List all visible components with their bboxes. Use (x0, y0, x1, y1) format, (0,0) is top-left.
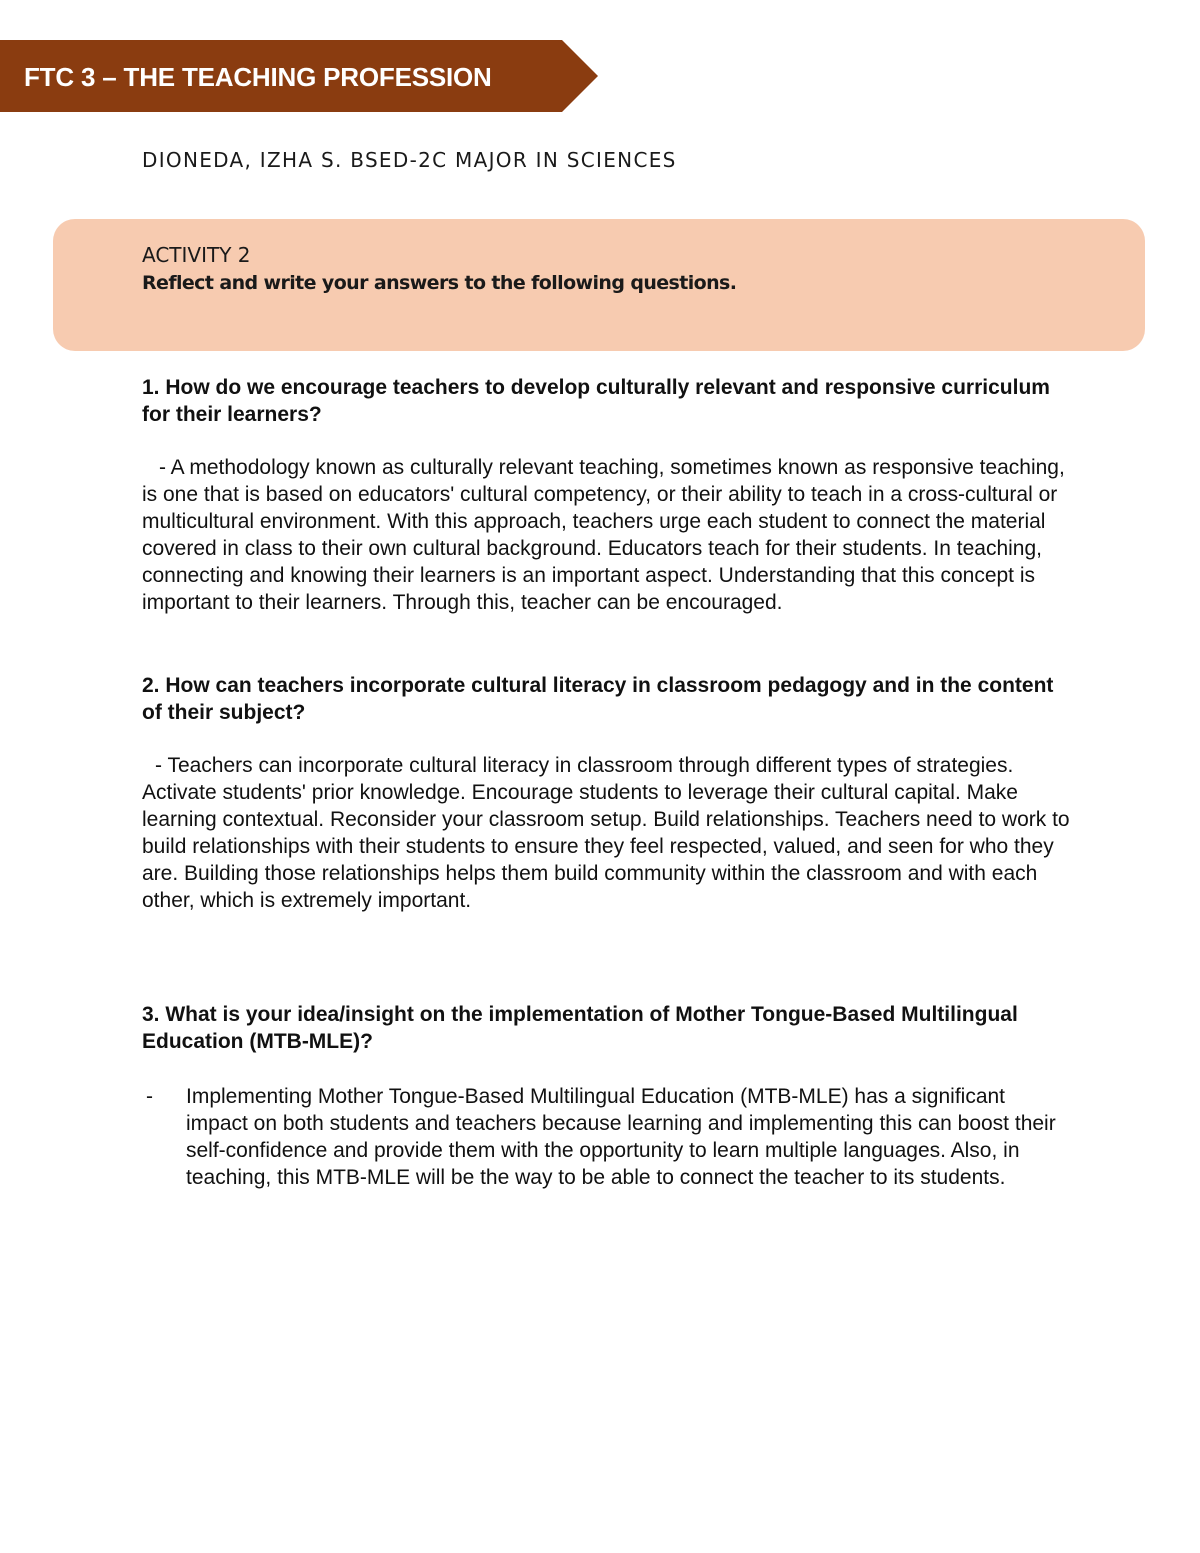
answer-3-list (142, 1083, 1072, 1191)
answer-3-item (146, 1083, 1072, 1191)
question-3: 3. What is your idea/insight on the implementation of Mother Tongue-Based Multilingual Education (MTB-MLE)? (142, 1003, 1018, 1053)
question-2: 2. How can teachers incorporate cultural literacy in classroom pedagogy and in the content of their subject? (142, 674, 1054, 724)
activity-header-box (53, 219, 1145, 351)
answer-2: - Teachers can incorporate cultural literacy in classroom through different types of strategies. Activate students' prior knowledge. Encourage students to leverage their cultural capital. Make learning contextual. Reconsider your classroom setup. Build relationships. Teachers need to work to build relationships with their students to ensure they feel respected, valued, and seen for who they are. Building those relationships helps them build community within the classroom and with each other, which is extremely important. (142, 754, 1070, 912)
answer-3: Implementing Mother Tongue-Based Multilingual Education (MTB-MLE) has a significant impact on both students and teachers because learning and implementing this can boost their self-confidence and provide them with the opportunity to learn multiple languages. Also, in teaching, this MTB-MLE will be the way to be able to connect the teacher to its students. (186, 1085, 1056, 1189)
answer-1: - A methodology known as culturally relevant teaching, sometimes known as responsive teaching, is one that is based on educators' cultural competency, or their ability to teach in a cross-cultural or multicultural environment. With this approach, teachers urge each student to connect the material covered in class to their own cultural background. Educators teach for their students. In teaching, connecting and knowing their learners is an important aspect. Understanding that this concept is important to their learners. Through this, teacher can be encouraged. (142, 456, 1065, 614)
question-1: 1. How do we encourage teachers to develop culturally relevant and responsive curriculum for their learners? (142, 376, 1050, 426)
activity-instruction: Reflect and write your answers to the following questions. (142, 272, 737, 294)
course-title: FTC 3 – THE TEACHING PROFESSION (24, 62, 492, 92)
course-banner (0, 40, 600, 112)
question-block-3 (142, 1001, 1072, 1191)
question-block-1 (142, 374, 1072, 616)
dash-bullet: - (146, 1085, 153, 1108)
activity-title: ACTIVITY 2 (142, 243, 251, 267)
student-info: DIONEDA, IZHA S. BSED-2C MAJOR IN SCIENCES (142, 148, 677, 172)
question-block-2 (142, 672, 1072, 914)
